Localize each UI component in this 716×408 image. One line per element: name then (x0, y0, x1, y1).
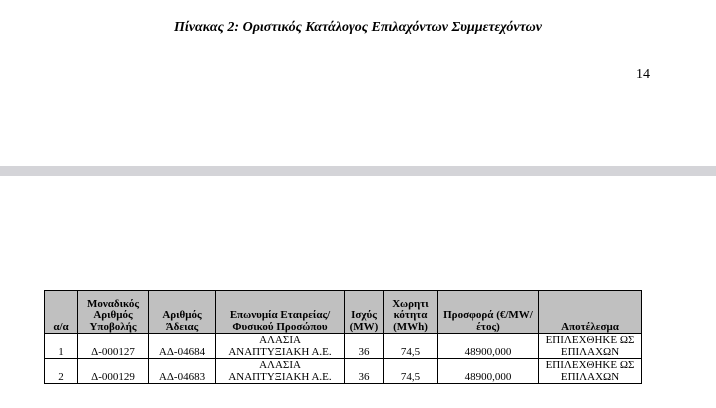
header-index: α/α (45, 291, 78, 334)
header-license-no: Αριθμός Άδειας (149, 291, 216, 334)
cell-index: 2 (45, 359, 78, 384)
cell-capacity: 74,5 (384, 359, 438, 384)
cell-submission-id: Δ-000129 (78, 359, 149, 384)
table-row (45, 334, 642, 359)
cell-result: ΕΠΙΛΕΧΘΗΚΕ ΩΣ ΕΠΙΛΑΧΩΝ (539, 359, 642, 384)
table-header-row (45, 291, 642, 334)
cell-power: 36 (345, 334, 384, 359)
header-capacity: Χωρητι κότητα (MWh) (384, 291, 438, 334)
cell-power: 36 (345, 359, 384, 384)
header-offer: Προσφορά (€/MW/έτος) (438, 291, 539, 334)
table-row (45, 359, 642, 384)
results-table (44, 290, 642, 384)
header-power: Ισχύς (MW) (345, 291, 384, 334)
cell-license-no: ΑΔ-04684 (149, 334, 216, 359)
table-caption: Πίνακας 2: Οριστικός Κατάλογος Επιλαχόντων Συμμετεχόντων (174, 20, 542, 35)
cell-index: 1 (45, 334, 78, 359)
cell-submission-id: Δ-000127 (78, 334, 149, 359)
cell-company: ΑΛΑΣΙΑ ΑΝΑΠΤΥΞΙΑΚΗ Α.Ε. (216, 359, 345, 384)
page-separator (0, 166, 716, 176)
cell-capacity: 74,5 (384, 334, 438, 359)
cell-offer: 48900,000 (438, 334, 539, 359)
cell-license-no: ΑΔ-04683 (149, 359, 216, 384)
page-number: 14 (636, 67, 650, 82)
cell-offer: 48900,000 (438, 359, 539, 384)
header-company: Επωνυμία Εταιρείας/Φυσικού Προσώπου (216, 291, 345, 334)
header-result: Αποτέλεσμα (539, 291, 642, 334)
header-submission-id: Μοναδικός Αριθμός Υποβολής (78, 291, 149, 334)
cell-company: ΑΛΑΣΙΑ ΑΝΑΠΤΥΞΙΑΚΗ Α.Ε. (216, 334, 345, 359)
cell-result: ΕΠΙΛΕΧΘΗΚΕ ΩΣ ΕΠΙΛΑΧΩΝ (539, 334, 642, 359)
page-top (0, 0, 716, 166)
